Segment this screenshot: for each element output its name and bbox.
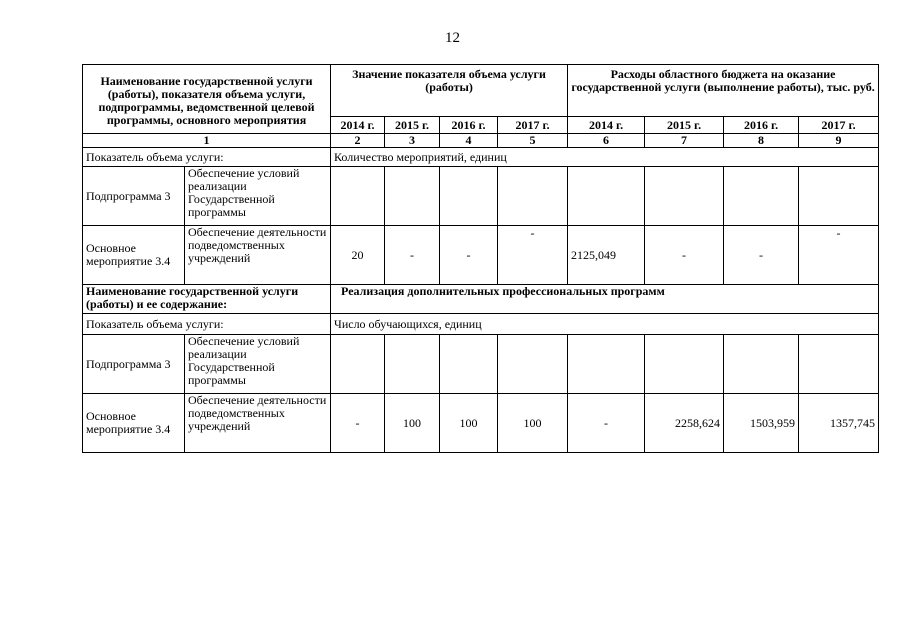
year-expense-2017: 2017 г. <box>799 117 879 134</box>
main-activity-row <box>83 226 879 285</box>
year-volume-2017: 2017 г. <box>498 117 568 134</box>
year-expense-2014: 2014 г. <box>568 117 645 134</box>
expense-2017: - <box>799 226 879 285</box>
subprogram-label: Подпрограмма 3 <box>83 167 185 226</box>
volume-2015: 100 <box>385 394 440 453</box>
table-cell <box>385 335 440 394</box>
budget-table <box>82 64 879 453</box>
main-activity-desc: Обеспечение деятельности подведомственных учреждений <box>185 394 331 453</box>
expense-2015: 2258,624 <box>645 394 724 453</box>
indicator-label: Показатель объема услуги: <box>83 314 331 335</box>
volume-2015: - <box>385 226 440 285</box>
service-name-value: Реализация дополнительных профессиональных программ <box>331 285 879 314</box>
main-activity-row <box>83 394 879 453</box>
header-volume-group: Значение показателя объема услуги (работы) <box>331 65 568 117</box>
year-expense-2016: 2016 г. <box>724 117 799 134</box>
col-number-9: 9 <box>799 134 879 148</box>
expense-2014: 2125,049 <box>568 226 645 285</box>
table-cell <box>645 335 724 394</box>
service-name-label: Наименование государственной услуги (работы) и ее содержание: <box>83 285 331 314</box>
volume-2016: - <box>440 226 498 285</box>
expense-2015: - <box>645 226 724 285</box>
col-number-1: 1 <box>83 134 331 148</box>
service-name-row <box>83 285 879 314</box>
year-volume-2016: 2016 г. <box>440 117 498 134</box>
subprogram-label: Подпрограмма 3 <box>83 335 185 394</box>
header-row-numbers <box>83 134 879 148</box>
volume-2017: 100 <box>498 394 568 453</box>
table-cell <box>568 167 645 226</box>
table-cell <box>645 167 724 226</box>
header-row-groups <box>83 65 879 117</box>
main-activity-label: Основное мероприятие 3.4 <box>83 226 185 285</box>
indicator-value: Количество мероприятий, единиц <box>331 148 879 167</box>
subprogram-desc: Обеспечение условий реализации Государственной программы <box>185 335 331 394</box>
table-cell <box>498 167 568 226</box>
header-col1: Наименование государственной услуги (работы), показателя объема услуги, подпрограммы, ведомственной целевой программы, основного мероприятия <box>83 65 331 134</box>
main-activity-label: Основное мероприятие 3.4 <box>83 394 185 453</box>
table-cell <box>724 335 799 394</box>
volume-2014: 20 <box>331 226 385 285</box>
expense-2016: 1503,959 <box>724 394 799 453</box>
header-expense-group: Расходы областного бюджета на оказание государственной услуги (выполнение работы), тыс. руб. <box>568 65 879 117</box>
table-cell <box>440 335 498 394</box>
indicator-row <box>83 314 879 335</box>
year-volume-2014: 2014 г. <box>331 117 385 134</box>
table-cell <box>799 335 879 394</box>
table-cell <box>440 167 498 226</box>
year-expense-2015: 2015 г. <box>645 117 724 134</box>
table-cell <box>331 335 385 394</box>
expense-2016: - <box>724 226 799 285</box>
main-activity-desc: Обеспечение деятельности подведомственных учреждений <box>185 226 331 285</box>
table-cell <box>385 167 440 226</box>
col-number-4: 4 <box>440 134 498 148</box>
expense-2014: - <box>568 394 645 453</box>
year-volume-2015: 2015 г. <box>385 117 440 134</box>
col-number-7: 7 <box>645 134 724 148</box>
subprogram-row <box>83 335 879 394</box>
indicator-label: Показатель объема услуги: <box>83 148 331 167</box>
table-cell <box>568 335 645 394</box>
expense-2017: 1357,745 <box>799 394 879 453</box>
table-cell <box>724 167 799 226</box>
volume-2016: 100 <box>440 394 498 453</box>
indicator-value: Число обучающихся, единиц <box>331 314 879 335</box>
page-number: 12 <box>445 30 460 46</box>
col-number-3: 3 <box>385 134 440 148</box>
table-cell <box>498 335 568 394</box>
volume-2017: - <box>498 226 568 285</box>
col-number-6: 6 <box>568 134 645 148</box>
indicator-row <box>83 148 879 167</box>
col-number-8: 8 <box>724 134 799 148</box>
table-cell <box>799 167 879 226</box>
volume-2014: - <box>331 394 385 453</box>
col-number-5: 5 <box>498 134 568 148</box>
table-cell <box>331 167 385 226</box>
col-number-2: 2 <box>331 134 385 148</box>
subprogram-row <box>83 167 879 226</box>
subprogram-desc: Обеспечение условий реализации Государственной программы <box>185 167 331 226</box>
